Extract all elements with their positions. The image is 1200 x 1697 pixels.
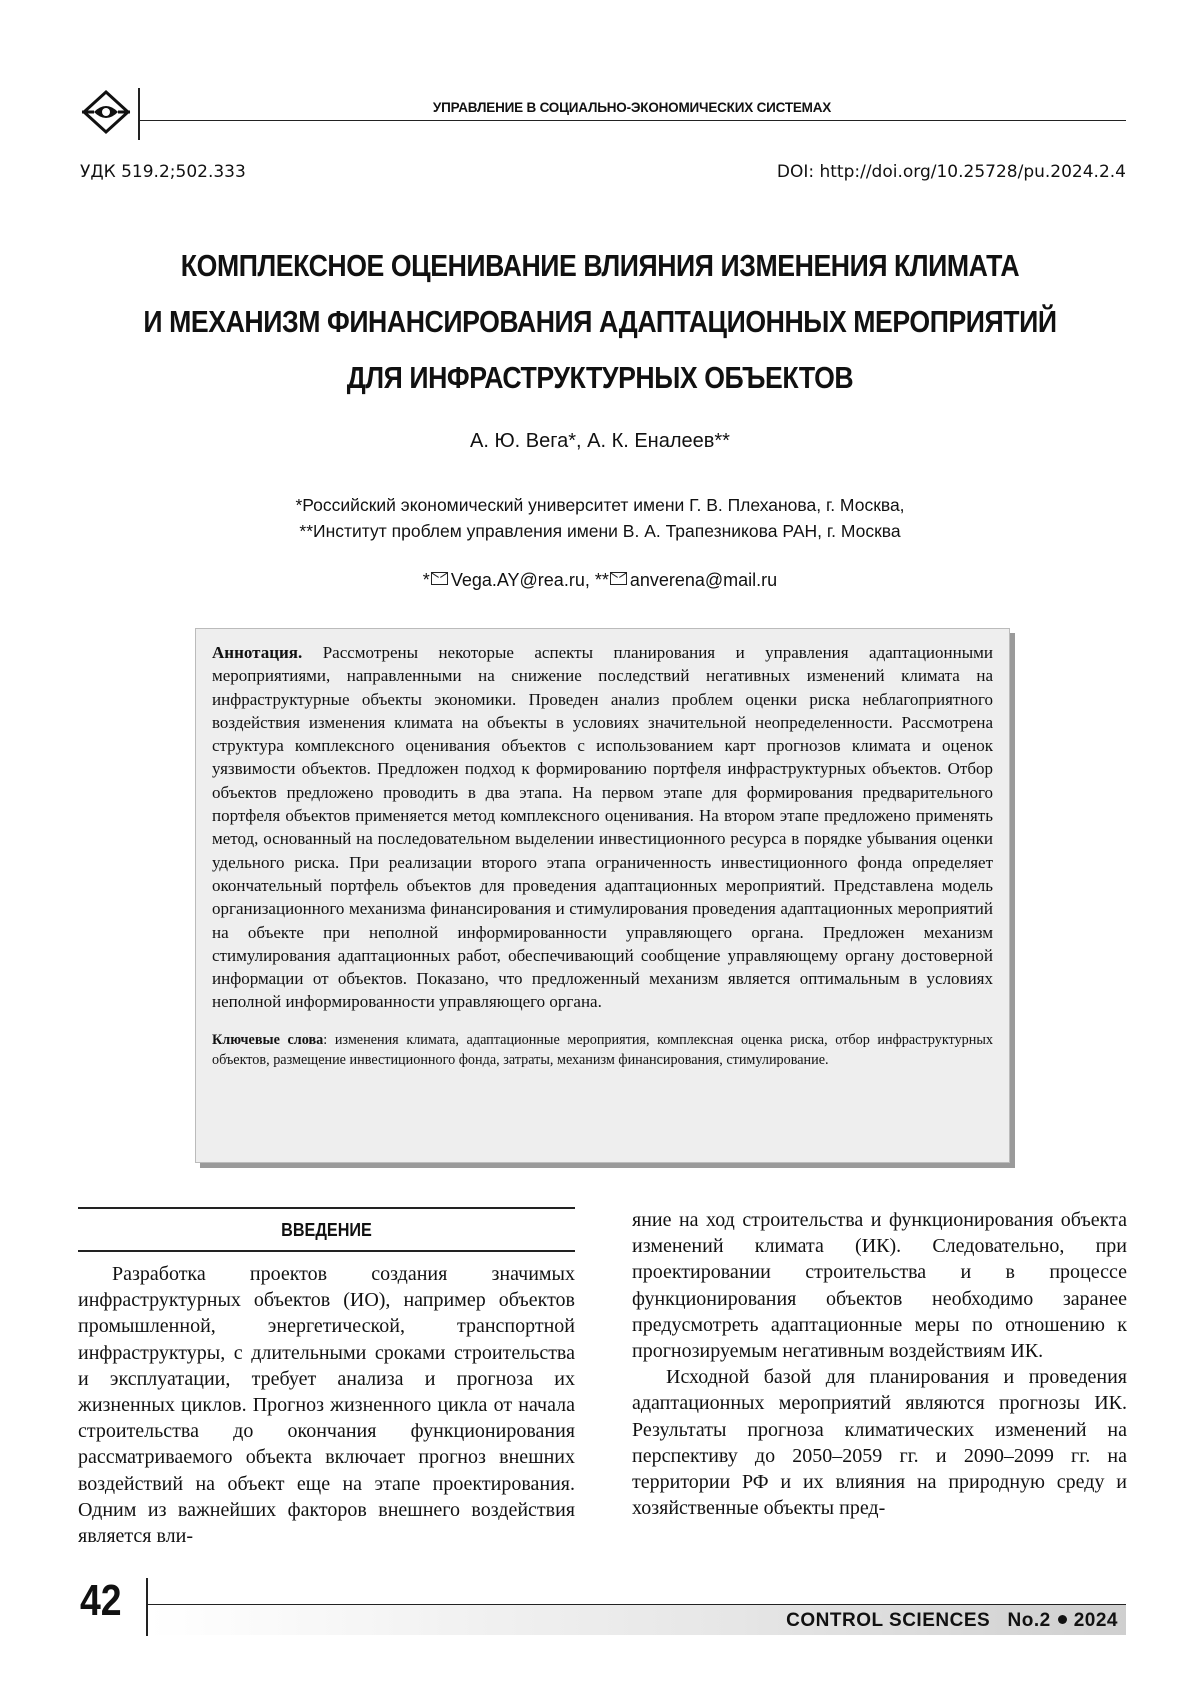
envelope-icon (431, 572, 448, 585)
journal-name: CONTROL SCIENCES (786, 1610, 991, 1631)
abstract-label: Аннотация. (212, 643, 303, 662)
title-line: И МЕХАНИЗМ ФИНАНСИРОВАНИЯ АДАПТАЦИОННЫХ МЕРОПРИЯТИЙ (143, 304, 1057, 339)
journal-section-title: УПРАВЛЕНИЕ В СОЦИАЛЬНО-ЭКОНОМИЧЕСКИХ СИСТЕМАХ (432, 100, 832, 115)
abstract-text: Рассмотрены некоторые аспекты планирования и управления адаптационными мероприятиями, направленными на снижение последствий негативных изменений климата на инфраструктурные объекты экономики. Проведен анализ проблем оценки риска неблагоприятного воздействия изменения климата на объекты в условиях значительной неопределенности. Рассмотрена структура комплексного оценивания объектов с использованием карт прогнозов климата и оценок уязвимости объектов. Предложен подход к формированию портфеля инфраструктурных объектов. Отбор объектов предложено проводить в два этапа. На первом этапе для формирования предварительного портфеля объектов применяется метод комплексного оценивания. На втором этапе предложено применять метод, основанный на последовательном выделении инвестиционного ресурса в порядке убывания оценки удельного риска. При реализации второго этапа ограниченность инвестиционного фонда определяет окончательный портфель объектов для проведения адаптационных мероприятий. Представлена модель организационного механизма финансирования и стимулирования проведения адаптационных мероприятий на объекте при неполной информированности управляющего органа. Предложен механизм стимулирования адаптационных работ, обеспечивающий сообщение управляющему органу достоверной информации от объектов. Показано, что предложенный механизм является оптимальным в условиях неполной информированности управляющего органа. (212, 643, 993, 1012)
section-rule (78, 1250, 575, 1252)
keywords-text: : изменения климата, адаптационные мероприятия, комплексная оценка риска, отбор инфраструктурных объектов, размещение инвестиционного фонда, затраты, механизм финансирования, стимулирование. (212, 1031, 993, 1068)
bullet-icon (1058, 1615, 1067, 1624)
paragraph: Разработка проектов создания значимых инфраструктурных объектов (ИО), например объектов промышленной, энергетической, транспортной инфраструктуры, с длительными сроками строительства и эксплуатации, требует анализа и прогноза их жизненных циклов. Прогноз жизненного цикла от начала строительства до окончания функционирования рассматриваемого объекта включает прогноз внешних воздействий на объект еще на этапе проектирования. Одним из важнейших факторов внешнего воздействия является вли- (78, 1263, 575, 1548)
udc-code: УДК 519.2;502.333 (80, 162, 246, 182)
header-rule (138, 120, 1126, 121)
affiliations (0, 492, 1200, 544)
email-link-1[interactable]: Vega.AY@rea.ru (450, 570, 585, 590)
keywords-label: Ключевые слова (212, 1031, 324, 1048)
article-title (136, 238, 1065, 406)
year: 2024 (1073, 1610, 1118, 1631)
page-number: 42 (80, 1576, 122, 1625)
journal-footer (786, 1610, 1118, 1632)
author-emails: * Vega.AY@rea.ru, ** anverena@mail.ru (422, 570, 778, 590)
intro-column-right (632, 1207, 1127, 1521)
title-line: КОМПЛЕКСНОЕ ОЦЕНИВАНИЕ ВЛИЯНИЯ ИЗМЕНЕНИЯ КЛИМАТА (180, 248, 1020, 283)
abstract-box (195, 628, 1010, 1163)
issue-number: No.2 (1007, 1610, 1051, 1631)
keywords (212, 1030, 993, 1070)
section-heading: ВВЕДЕНИЕ (281, 1220, 372, 1240)
doi-link[interactable]: DOI: http://doi.org/10.25728/pu.2024.2.4 (776, 162, 1126, 182)
abstract (212, 641, 993, 1014)
email-link-2[interactable]: anverena@mail.ru (629, 570, 778, 590)
authors: А. Ю. Вега*, А. К. Еналеев** (470, 430, 730, 452)
intro-column-left (78, 1261, 575, 1549)
journal-logo-icon (80, 88, 132, 136)
section-rule (78, 1207, 575, 1209)
envelope-icon (610, 572, 627, 585)
paragraph: Исходной базой для планирования и проведения адаптационных мероприятий являются прогнозы ИК. Результаты прогноза климатических изменений на перспективу до 2050–2059 гг. и 2090–2099 гг. на территории РФ и их влияния на природную среду и хозяйственные объекты пред- (632, 1366, 1127, 1520)
title-line: ДЛЯ ИНФРАСТРУКТУРНЫХ ОБЪЕКТОВ (346, 360, 854, 395)
affiliation-1: *Российский экономический университет имени Г. В. Плеханова, г. Москва, (295, 495, 905, 515)
paragraph: яние на ход строительства и функционирования объекта изменений климата (ИК). Следовательно, при проектировании строительства и в процессе функционирования объектов необходимо заранее предусмотреть адаптационные меры по отношению к прогнозируемым негативным воздействиям ИК. (632, 1209, 1127, 1363)
affiliation-2: **Институт проблем управления имени В. А. Трапезникова РАН, г. Москва (299, 521, 901, 541)
